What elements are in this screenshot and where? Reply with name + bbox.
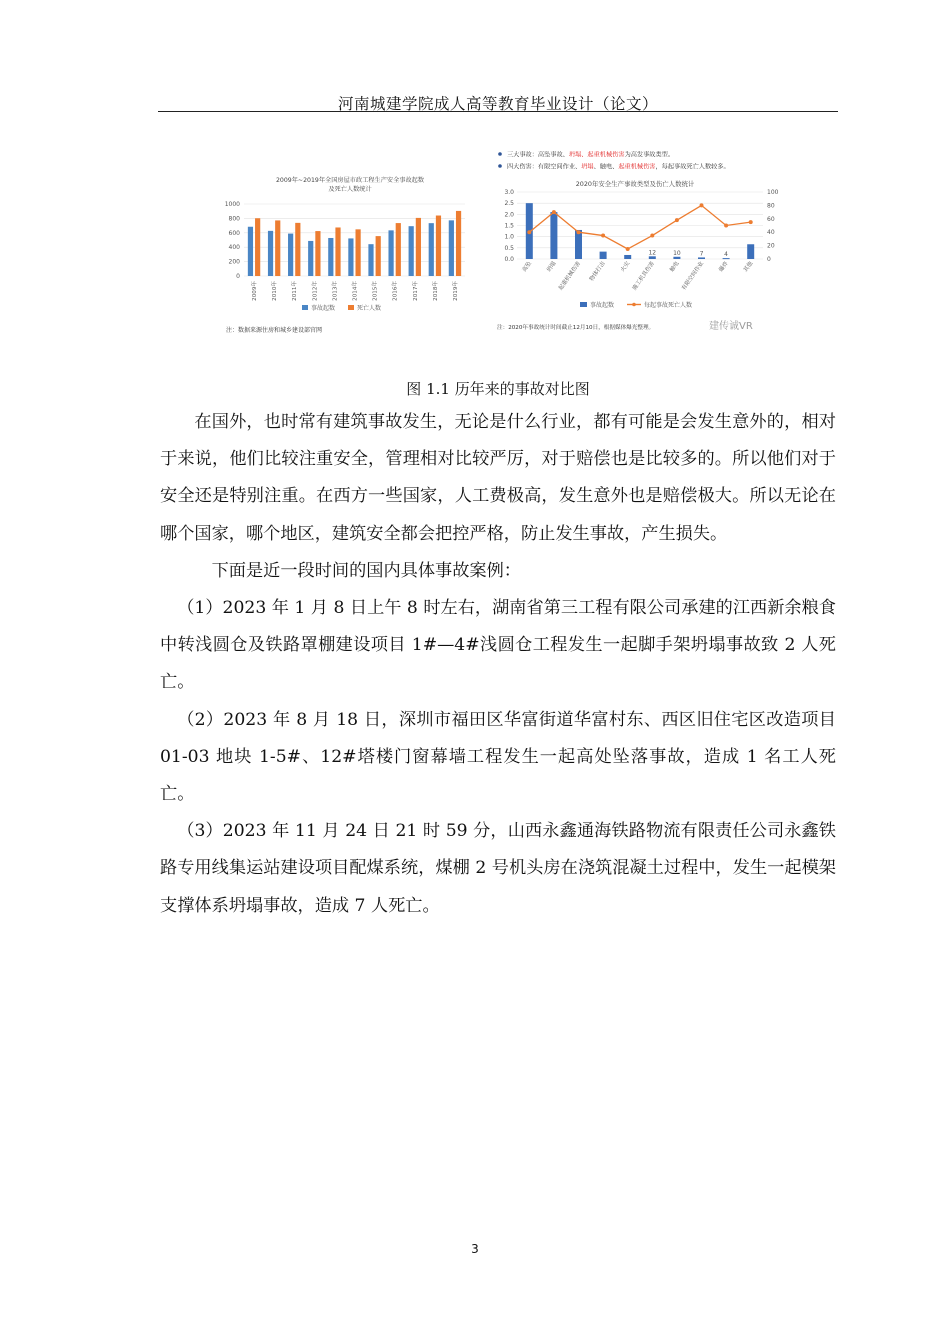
left-chart-bars (248, 211, 461, 276)
bullet-2-highlight: 坍塌 (581, 163, 594, 171)
figure-caption: 图 1.1 历年来的事故对比图 (406, 380, 590, 398)
body-text (160, 404, 836, 925)
x-tick-label: 其他 (742, 260, 755, 274)
left-chart-x-ticks (250, 281, 459, 301)
left-y-tick-label: 0.0 (504, 256, 514, 263)
y-tick-label: 600 (228, 229, 240, 237)
bar-accidents-2012年 (308, 241, 313, 276)
line-point-有限空间作业 (700, 203, 704, 207)
bullet-1-suffix: 为高发事故类型。 (624, 151, 675, 159)
y-tick-label: 1000 (224, 201, 240, 208)
bar-有限空间作业 (698, 257, 705, 259)
line-point-爆炸 (724, 224, 728, 228)
x-tick-label: 触电 (669, 260, 681, 274)
header-rule (158, 111, 838, 112)
right-y-tick-label: 80 (767, 202, 775, 210)
left-y-tick-label: 2.0 (504, 211, 514, 219)
bar-accidents-2011年 (288, 234, 293, 276)
legend-label-deaths: 死亡人数 (357, 305, 382, 312)
right-chart-title: 2020年安全生产事故类型及伤亡人数统计 (575, 180, 695, 188)
bar-label-触电: 10 (673, 249, 681, 257)
x-tick-label: 爆炸 (718, 260, 730, 274)
right-chart-right-y-ticks (767, 189, 779, 263)
line-point-起重机械伤害 (577, 230, 581, 234)
bar-label-有限空间作业: 7 (699, 250, 704, 258)
legend-swatch-deaths (348, 305, 354, 310)
bar-火灾 (624, 255, 631, 259)
y-tick-label: 400 (228, 244, 240, 252)
bar-坍塌 (550, 212, 557, 259)
x-tick-label: 起重机械伤害 (557, 260, 583, 292)
x-tick-label: 有限空间作业 (680, 260, 706, 292)
line-point-其他 (749, 220, 753, 224)
legend-swatch-line-marker (632, 303, 636, 307)
right-chart-note: 注：2020年事故统计时间截止12月10日，根据媒体爆光整理。 (497, 325, 655, 331)
y-tick-label: 800 (228, 215, 240, 223)
bar-accidents-2015年 (368, 244, 373, 276)
line-point-高坠 (527, 230, 531, 234)
bar-accidents-2010年 (268, 231, 273, 276)
x-tick-label: 坍塌 (546, 260, 558, 274)
right-chart-bar-labels (648, 249, 728, 258)
right-chart-bullets (498, 151, 730, 171)
right-y-tick-label: 40 (767, 229, 775, 237)
left-y-tick-label: 3.0 (504, 189, 514, 196)
x-tick-label: 2010年 (272, 281, 279, 301)
bullet-2-highlight2: 起重机械伤害 (618, 163, 656, 171)
legend-swatch-accidents (302, 305, 308, 310)
bar-accidents-2017年 (409, 226, 414, 276)
legend-label-accidents: 事故起数 (311, 305, 336, 312)
page-number: 3 (471, 1242, 479, 1256)
chart-2020-accident-types (495, 140, 790, 350)
legend-swatch-accident-count (580, 302, 587, 307)
x-tick-label: 2018年 (432, 281, 439, 301)
bar-deaths-2012年 (315, 231, 320, 276)
left-y-tick-label: 0.5 (504, 244, 514, 252)
bar-accidents-2009年 (248, 227, 253, 276)
bar-触电 (673, 257, 680, 259)
bar-accidents-2014年 (348, 238, 353, 276)
page-header: 河南城建学院成人高等教育毕业设计（论文） (337, 95, 658, 113)
bar-deaths-2011年 (295, 223, 300, 276)
bar-deaths-2018年 (436, 216, 441, 276)
paragraph-case-1: （1）2023 年 1 月 8 日上午 8 时左右，湖南省第三工程有限公司承建的江西新余粮食中转浅圆仓及铁路罩棚建设项目 1#—4#浅圆仓工程发生一起脚手架坍塌事故致 2 人死亡。 (160, 598, 836, 693)
bullet-2 (507, 163, 730, 171)
x-tick-label: 2009年 (252, 281, 259, 301)
bar-accidents-2013年 (328, 238, 333, 276)
bar-deaths-2016年 (396, 223, 401, 276)
x-tick-label: 物体打击 (588, 260, 607, 283)
x-tick-label: 火灾 (619, 260, 632, 274)
bullet-1 (507, 151, 674, 159)
bar-label-施工机具伤害: 12 (648, 249, 657, 257)
bullet-dot-1 (498, 152, 502, 156)
right-chart-watermark: 建传诚VR (709, 321, 753, 332)
left-y-tick-label: 1.5 (504, 222, 514, 230)
x-tick-label: 2014年 (352, 281, 359, 301)
left-chart-legend (302, 304, 381, 312)
left-chart-note: 注：数据来源住房和城乡建设部官网 (226, 327, 323, 334)
right-y-tick-label: 20 (767, 242, 775, 250)
left-y-tick-label: 1.0 (504, 233, 514, 241)
x-tick-label: 2017年 (412, 281, 419, 301)
y-tick-label: 200 (228, 258, 240, 266)
bar-其他 (747, 244, 754, 259)
right-y-tick-label: 100 (767, 189, 779, 196)
bullet-dot-2 (498, 164, 502, 168)
figure-accident-comparison (220, 140, 790, 350)
x-tick-label: 2011年 (292, 281, 299, 301)
paragraph-cases-intro: 下面是近一段时间的国内具体事故案例： (211, 560, 521, 581)
x-tick-label: 高坠 (521, 260, 533, 274)
bar-label-爆炸: 4 (724, 251, 729, 259)
y-tick-label: 0 (236, 273, 240, 280)
left-y-tick-label: 2.5 (504, 200, 514, 208)
line-point-物体打击 (601, 234, 605, 238)
bar-起重机械伤害 (575, 230, 582, 259)
left-chart-title-line1: 2009年~2019年全国房屋市政工程生产安全事故起数 (275, 177, 425, 184)
legend-label-accident-count: 事故起数 (590, 302, 615, 309)
paragraph-foreign-accidents: 在国外，也时常有建筑事故发生，无论是什么行业，都有可能是会发生意外的，相对于来说，他们比较注重安全，管理相对比较严厉，对于赔偿也是比较多的。所以他们对于安全还是特别注重。在西方一些国家，人工费极高，发生意外也是赔偿极大。所以无论在哪个国家，哪个地区，建筑安全都会把控严格，防止发生事故，产生损失。 (160, 412, 836, 544)
paragraph-case-2: （2）2023 年 8 月 18 日，深圳市福田区华富街道华富村东、西区旧住宅区改造项目 01-03 地块 1-5#、12#塔楼门窗幕墙工程发生一起高处坠落事故，造成 1 名工人死亡。 (160, 709, 836, 805)
right-chart-line-series (527, 203, 752, 251)
right-y-tick-label: 60 (767, 215, 775, 223)
bar-accidents-2016年 (388, 230, 393, 276)
x-tick-label: 2012年 (312, 281, 319, 301)
x-tick-label: 施工机具伤害 (631, 260, 656, 292)
right-chart-x-ticks (520, 259, 755, 291)
right-chart-bars (526, 203, 754, 259)
right-chart-legend (580, 301, 692, 309)
bar-物体打击 (600, 252, 607, 259)
line-point-触电 (675, 218, 679, 222)
bar-deaths-2014年 (356, 229, 361, 276)
x-tick-label: 2016年 (392, 281, 399, 301)
line-deaths-per-accident (529, 205, 750, 249)
bar-accidents-2019年 (449, 220, 454, 276)
line-point-施工机具伤害 (650, 234, 654, 238)
bar-deaths-2017年 (416, 218, 421, 276)
x-tick-label: 2019年 (452, 281, 459, 301)
bar-施工机具伤害 (649, 256, 656, 259)
chart-2009-2019 (220, 172, 475, 350)
bullet-1-highlight: 坍塌、起重机械伤害 (568, 151, 625, 159)
line-point-坍塌 (552, 210, 556, 214)
right-chart-left-y-ticks (504, 189, 514, 263)
bar-deaths-2019年 (456, 211, 461, 276)
bar-deaths-2015年 (376, 236, 381, 276)
left-chart-title-line2: 及死亡人数统计 (328, 186, 372, 193)
right-y-tick-label: 0 (767, 256, 771, 263)
left-chart-y-ticks (225, 201, 240, 280)
x-tick-label: 2015年 (372, 281, 379, 301)
bar-accidents-2018年 (429, 223, 434, 276)
line-point-火灾 (626, 247, 630, 251)
x-tick-label: 2013年 (332, 281, 339, 301)
bar-deaths-2010年 (275, 220, 280, 276)
bullet-1-prefix: 三大事故：高坠事故、 (507, 151, 569, 159)
bullet-2-mid: 、触电、 (593, 163, 619, 171)
bullet-2-prefix: 四大伤害：有限空间作业、 (507, 163, 582, 171)
bar-爆炸 (723, 258, 730, 259)
bar-deaths-2013年 (335, 227, 340, 276)
bar-deaths-2009年 (255, 218, 260, 276)
legend-label-deaths-per-accident: 每起事故死亡人数 (644, 302, 693, 309)
bullet-2-suffix: ，每起事故死亡人数较多。 (655, 163, 730, 171)
paragraph-case-3: （3）2023 年 11 月 24 日 21 时 59 分，山西永鑫通海铁路物流有限责任公司永鑫铁路专用线集运站建设项目配煤系统，煤棚 2 号机头房在浇筑混凝土过程中，发生一起模架支撑体系坍塌事故，造成 7 人死亡。 (160, 821, 836, 916)
